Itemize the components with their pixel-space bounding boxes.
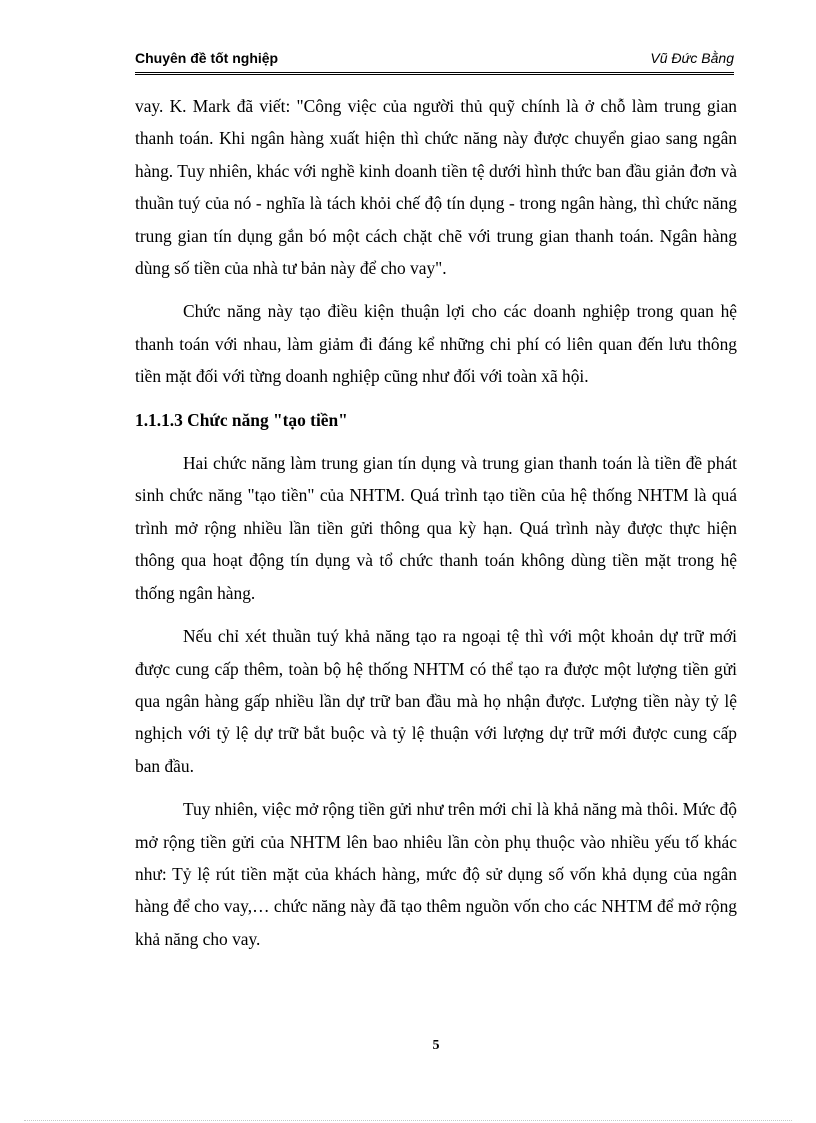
page-bottom-divider — [24, 1120, 792, 1121]
paragraph-4: Nếu chỉ xét thuần tuý khả năng tạo ra ngoại tệ thì với một khoản dự trữ mới được cung cấp thêm, toàn bộ hệ thống NHTM có thể tạo ra được một lượng tiền gửi qua ngân hàng gấp nhiều lần dự trữ ban đầu mà họ nhận được. Lượng tiền này tỷ lệ nghịch với tỷ lệ dự trữ bắt buộc và tỷ lệ thuận với lượng dự trữ mới được cung cấp ban đầu. — [135, 626, 737, 776]
paragraph-3: Hai chức năng làm trung gian tín dụng và trung gian thanh toán là tiền đề phát sinh chức năng "tạo tiền" của NHTM. Quá trình tạo tiền của hệ thống NHTM là quá trình mở rộng nhiều lần tiền gửi thông qua kỳ hạn. Quá trình này được thực hiện thông qua hoạt động tín dụng và tổ chức thanh toán không dùng tiền mặt trong hệ thống ngân hàng. — [135, 453, 737, 603]
header-title: Chuyên đề tốt nghiệp — [135, 50, 279, 66]
section-heading: 1.1.1.3 Chức năng "tạo tiền" — [135, 409, 348, 430]
paragraph-5: Tuy nhiên, việc mở rộng tiền gửi như trên mới chỉ là khả năng mà thôi. Mức độ mở rộng tiền gửi của NHTM lên bao nhiêu lần còn phụ thuộc vào nhiều yếu tố khác như: Tỷ lệ rút tiền mặt của khách hàng, mức độ sử dụng số vốn khả dụng của ngân hàng để cho vay,… chức năng này đã tạo thêm nguồn vốn cho các NHTM để mở rộng khả năng cho vay. — [135, 799, 737, 949]
document-body — [135, 90, 737, 966]
page-number: 5 — [432, 1038, 440, 1053]
header-author: Vũ Đức Bằng — [650, 50, 734, 66]
paragraph-1: vay. K. Mark đã viết: "Công việc của người thủ quỹ chính là ở chỗ làm trung gian thanh toán. Khi ngân hàng xuất hiện thì chức năng này được chuyển giao sang ngân hàng. Tuy nhiên, khác với nghề kinh doanh tiền tệ dưới hình thức ban đầu giản đơn và thuần tuý của nó - nghĩa là tách khỏi chế độ tín dụng - trong ngân hàng, thì chức năng trung gian tín dụng gắn bó một cách chặt chẽ với trung gian thanh toán. Ngân hàng dùng số tiền của nhà tư bản này để cho vay". — [135, 96, 737, 279]
page-header — [135, 46, 734, 75]
paragraph-2: Chức năng này tạo điều kiện thuận lợi cho các doanh nghiệp trong quan hệ thanh toán với nhau, làm giảm đi đáng kể những chi phí có liên quan đến lưu thông tiền mặt đối với từng doanh nghiệp cũng như đối với toàn xã hội. — [135, 301, 737, 387]
